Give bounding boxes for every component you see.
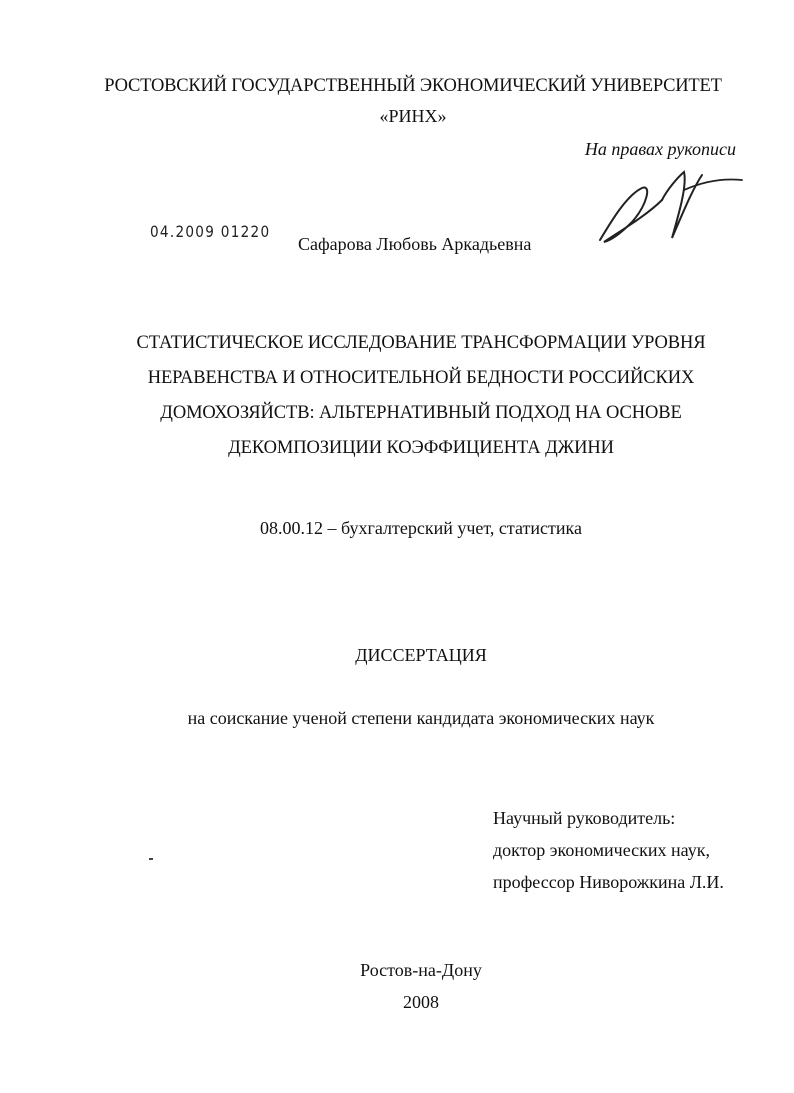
title-line: ДЕКОМПОЗИЦИИ КОЭФФИЦИЕНТА ДЖИНИ [228,438,614,458]
year: 2008 [403,992,439,1012]
archive-stamp-code: 04.2009 01220 [150,222,271,241]
university-name: РОСТОВСКИЙ ГОСУДАРСТВЕННЫЙ ЭКОНОМИЧЕСКИЙ УНИВЕРСИТЕТ [104,76,722,96]
title-line: ДОМОХОЗЯЙСТВ: АЛЬТЕРНАТИВНЫЙ ПОДХОД НА ОСНОВЕ [160,403,682,423]
title-line: СТАТИСТИЧЕСКОЕ ИССЛЕДОВАНИЕ ТРАНСФОРМАЦИИ УРОВНЯ [136,333,706,353]
author-signature [592,160,752,255]
scan-speck [149,858,153,860]
author-name: Сафарова Любовь Аркадьевна [298,234,532,254]
degree-sought: на соискание ученой степени кандидата экономических наук [187,708,655,728]
city: Ростов-на-Дону [360,960,482,980]
university-abbreviation: «РИНХ» [379,106,447,126]
supervisor-degree: доктор экономических наук, [493,840,710,860]
specialty-code: 08.00.12 – бухгалтерский учет, статистика [260,518,582,538]
dissertation-title [50,326,792,466]
title-line: НЕРАВЕНСТВА И ОТНОСИТЕЛЬНОЙ БЕДНОСТИ РОССИЙСКИХ [147,368,695,388]
document-type: ДИССЕРТАЦИЯ [355,645,487,665]
supervisor-name: профессор Ниворожкина Л.И. [493,872,724,892]
supervisor-block [493,802,724,898]
supervisor-label: Научный руководитель: [493,808,676,828]
manuscript-rights-note: На правах рукописи [584,139,736,159]
